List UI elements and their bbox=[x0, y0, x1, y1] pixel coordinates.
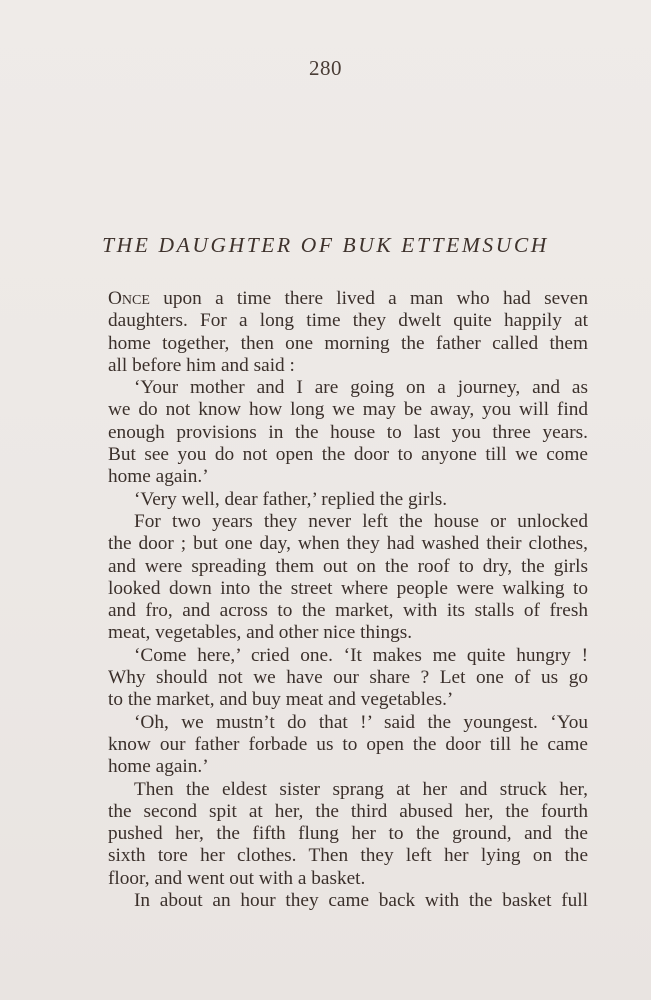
text-line bbox=[108, 288, 588, 310]
text-line: home again.’ bbox=[108, 466, 209, 488]
text-line: ‘Very well, dear father,’ replied the girls. bbox=[134, 488, 448, 510]
text-line: daughters. For a long time they dwelt quite happily at bbox=[108, 310, 588, 332]
text-line: ‘Your mother and I are going on a journey, and as bbox=[134, 377, 588, 399]
text-line: ‘Oh, we mustn’t do that !’ said the youngest. ‘You bbox=[134, 711, 588, 733]
story-text bbox=[108, 288, 588, 912]
chapter-title: THE DAUGHTER OF BUK ETTEMSUCH bbox=[102, 233, 549, 257]
text-line: home together, then one morning the father called them bbox=[108, 332, 588, 354]
text-line: we do not know how long we may be away, you will find bbox=[108, 399, 588, 421]
text-line: Why should not we have our share ? Let one of us go bbox=[108, 667, 588, 689]
text-line: all before him and said : bbox=[108, 354, 295, 376]
text-line: looked down into the street where people were walking to bbox=[108, 577, 588, 599]
text-line: and were spreading them out on the roof to dry, the girls bbox=[108, 555, 588, 577]
text-line: to the market, and buy meat and vegetables.’ bbox=[108, 689, 454, 711]
line-text: upon a time there lived a man who had seven bbox=[149, 288, 588, 309]
text-line: floor, and went out with a basket. bbox=[108, 867, 366, 889]
text-line: ‘Come here,’ cried one. ‘It makes me quite hungry ! bbox=[134, 644, 588, 666]
text-line: sixth tore her clothes. Then they left her lying on the bbox=[108, 845, 588, 867]
text-line: But see you do not open the door to anyone till we come bbox=[108, 444, 588, 466]
text-line: pushed her, the fifth flung her to the ground, and the bbox=[108, 823, 588, 845]
text-line: home again.’ bbox=[108, 756, 209, 778]
text-line: and fro, and across to the market, with its stalls of fresh bbox=[108, 600, 588, 622]
page-number: 280 bbox=[309, 56, 342, 80]
text-line: enough provisions in the house to last you three years. bbox=[108, 421, 588, 443]
text-line: the door ; but one day, when they had washed their clothes, bbox=[108, 533, 588, 555]
text-line: meat, vegetables, and other nice things. bbox=[108, 622, 413, 644]
text-line: In about an hour they came back with the basket full bbox=[134, 890, 588, 912]
opening-word: Once bbox=[108, 288, 150, 309]
text-line: For two years they never left the house or unlocked bbox=[134, 510, 588, 532]
text-line: the second spit at her, the third abused her, the fourth bbox=[108, 800, 588, 822]
text-line: Then the eldest sister sprang at her and struck her, bbox=[134, 778, 588, 800]
text-line: know our father forbade us to open the door till he came bbox=[108, 733, 588, 755]
